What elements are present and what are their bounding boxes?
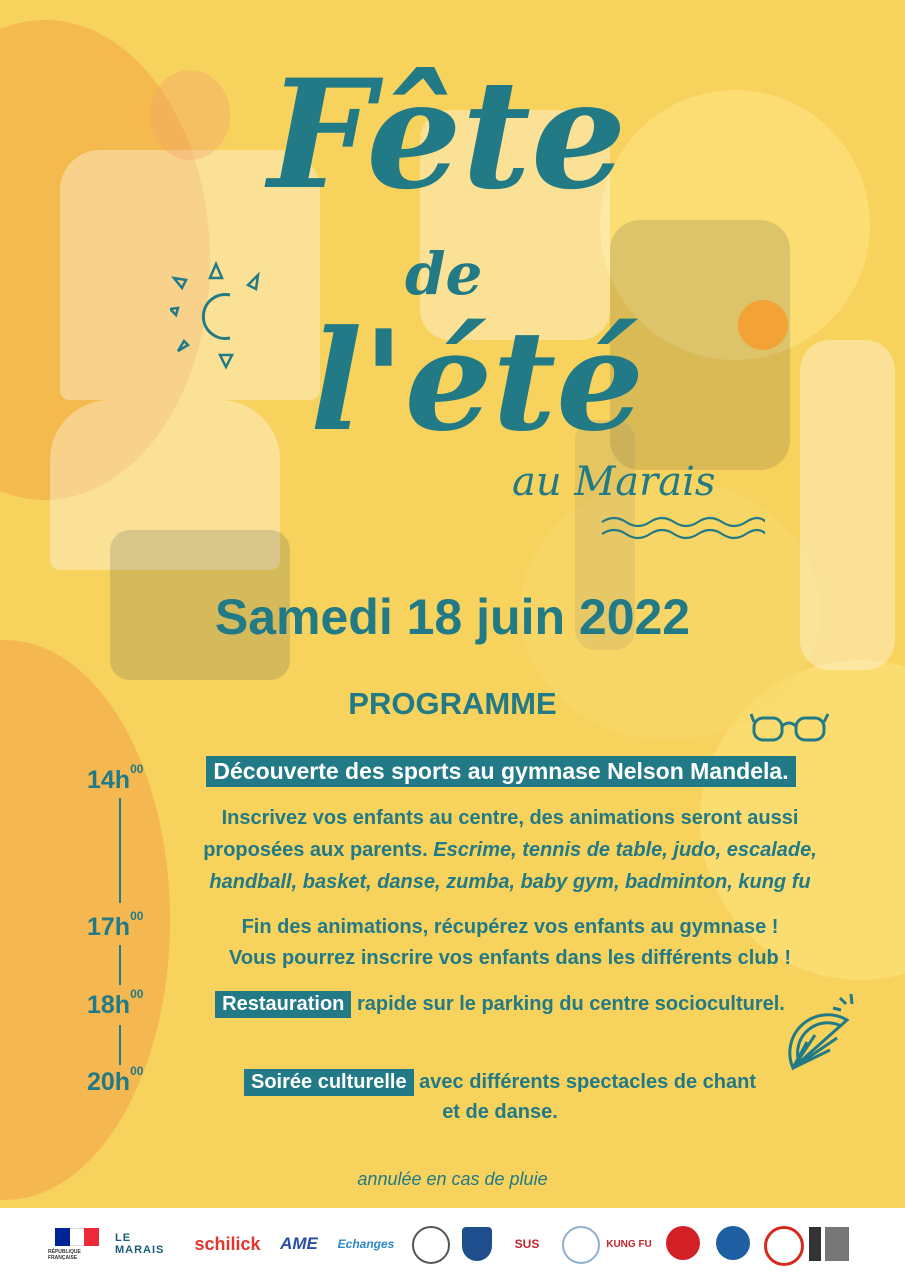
slot4-highlight: Soirée culturelle: [244, 1069, 414, 1096]
time-20h: [87, 1064, 144, 1097]
time-18h: [87, 987, 144, 1020]
logo-republique-francaise-text: RÉPUBLIQUE FRANÇAISE: [48, 1248, 81, 1261]
rain-note: annulée en cas de pluie: [357, 1169, 548, 1189]
time-20h-hour: 20h: [87, 1068, 131, 1096]
slot1-line3: handball, basket, danse, zumba, baby gym, badminton, kung fu: [209, 871, 811, 893]
time-17h-hour: 17h: [87, 913, 131, 941]
slot4-row: [180, 1069, 820, 1096]
ball-icon: [738, 300, 788, 350]
logo-club-2: [562, 1226, 600, 1264]
lemon-icon: [785, 990, 860, 1075]
slot3-rest: rapide sur le parking du centre socioculturel.: [351, 993, 785, 1015]
slot1-highlight-row: [166, 756, 836, 787]
slot2-line1: Fin des animations, récupérez vos enfants au gymnase !: [241, 916, 779, 938]
time-14h: [87, 762, 144, 795]
slot3-highlight: Restauration: [215, 991, 351, 1018]
logo-echanges: Echanges: [337, 1237, 395, 1251]
logo-club-3: [666, 1226, 700, 1260]
event-date: Samedi 18 juin 2022: [214, 589, 691, 645]
time-17h-minutes: 00: [130, 909, 144, 923]
timeline-line-2: [119, 945, 121, 985]
title-ete: l'été: [310, 299, 645, 462]
slot1-highlight: Découverte des sports au gymnase Nelson Mandela.: [206, 756, 795, 787]
logo-kung-fu: KUNG FU: [606, 1238, 652, 1250]
time-14h-hour: 14h: [87, 766, 131, 794]
wave-icon: [600, 512, 765, 542]
logo-schilick: schilick: [194, 1233, 261, 1254]
glasses-icon: [750, 710, 830, 748]
sun-icon: [170, 260, 275, 370]
time-20h-minutes: 00: [130, 1064, 144, 1078]
time-17h: [87, 909, 144, 942]
title-de: de: [405, 240, 483, 308]
title-subtitle: au Marais: [512, 459, 716, 505]
logo-club-4: [716, 1226, 750, 1260]
logo-club-shield: [460, 1226, 494, 1262]
logo-sus: SUS: [514, 1237, 540, 1251]
title-fete: Fête: [268, 47, 627, 223]
slot2-line2: Vous pourrez inscrire vos enfants dans les différents club !: [229, 947, 791, 969]
slot1-line2: [150, 839, 870, 862]
logo-ame: AME: [280, 1234, 318, 1253]
slot1-line2-plain: proposées aux parents.: [203, 839, 434, 861]
bg-blob-bottom-left: [0, 640, 170, 1200]
timeline-line-3: [119, 1025, 121, 1065]
time-18h-minutes: 00: [130, 987, 144, 1001]
timeline-line-1: [119, 798, 121, 903]
slot3-row: [180, 991, 820, 1018]
programme-heading: PROGRAMME: [348, 686, 557, 721]
photo-judoka-head-1: [150, 70, 230, 160]
slot4-line2: et de danse.: [442, 1101, 558, 1123]
logo-club-5: [764, 1226, 804, 1266]
logo-le-marais: LE MARAIS: [115, 1232, 165, 1256]
slot1-line1: Inscrivez vos enfants au centre, des animations seront aussi: [221, 807, 799, 829]
slot4-rest: avec différents spectacles de chant: [413, 1071, 756, 1093]
time-14h-minutes: 00: [130, 762, 144, 776]
slot1-line2-italic: Escrime, tennis de table, judo, escalade,: [433, 839, 817, 861]
time-18h-hour: 18h: [87, 991, 131, 1019]
logo-club-1: [412, 1226, 450, 1264]
logo-club-6: [806, 1226, 852, 1262]
flag-icon: [55, 1228, 99, 1246]
logo-republique-francaise: [48, 1226, 106, 1262]
